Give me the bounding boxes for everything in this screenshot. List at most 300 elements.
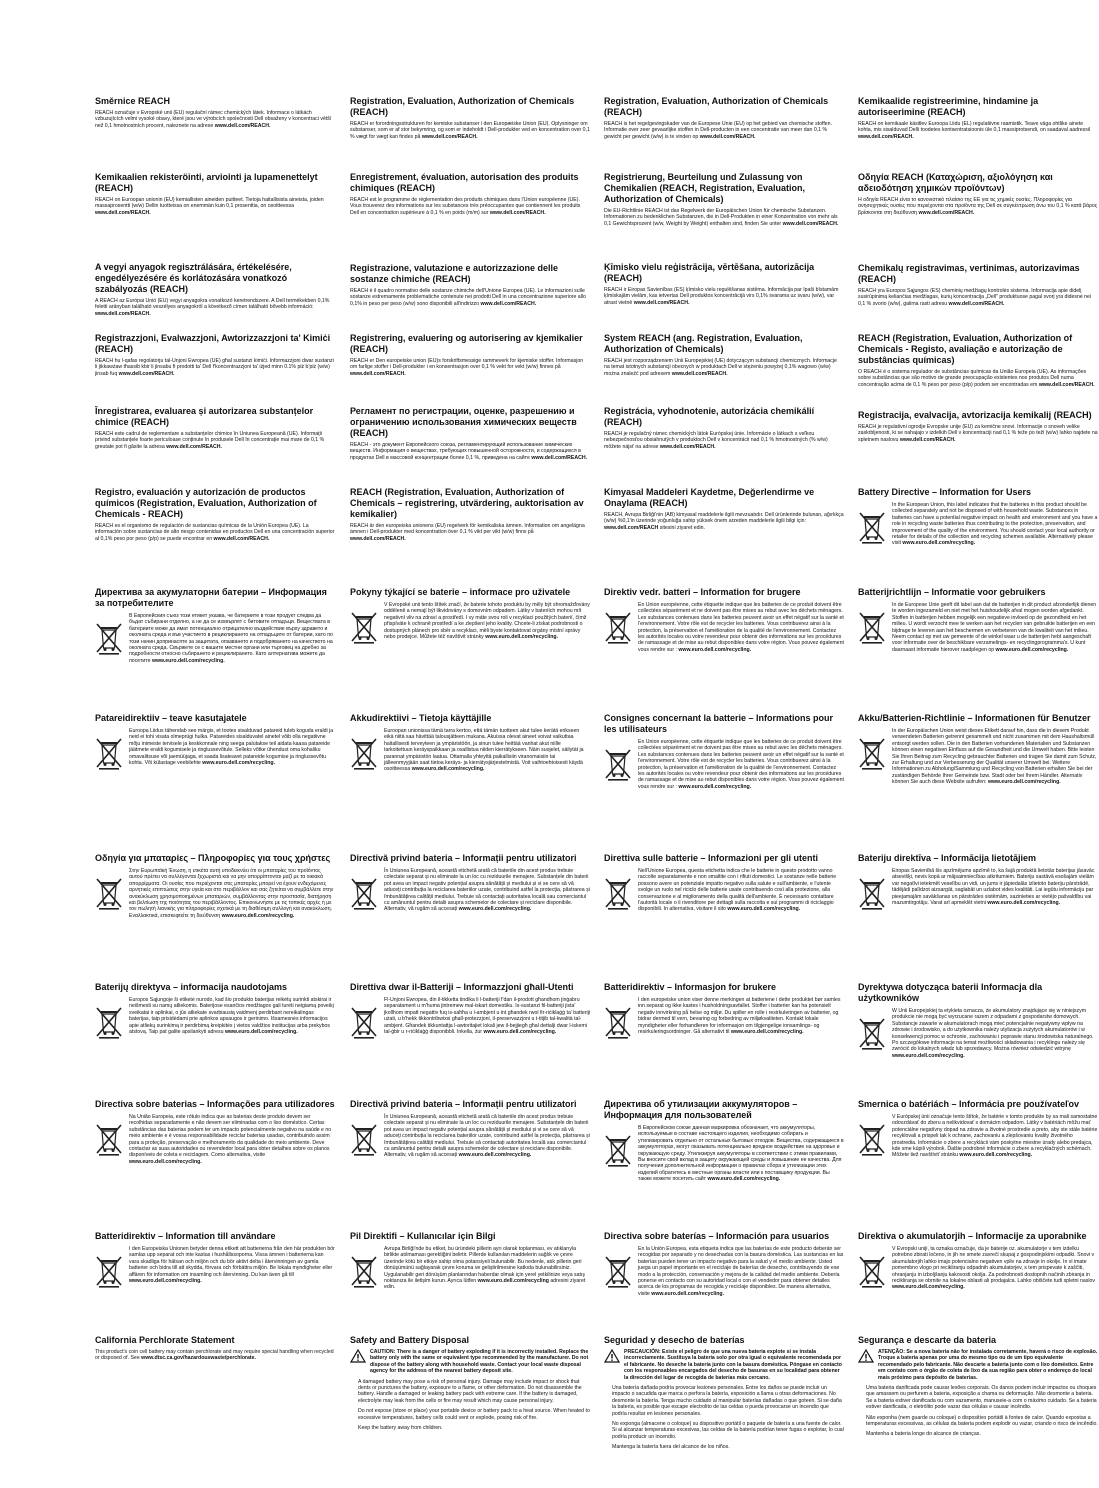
body-text: REACH är den europeiska unionens (EU) regelverk för kemikaliska ämnen. Information om angelägna ämnen i Dell-produkter med koncentration över 0,1 % vikt per vikt (w/w) finns på	[350, 523, 585, 536]
crossed-out-bin-icon	[604, 1254, 632, 1288]
website-link[interactable]: www.euro.dell.com/recycling.	[129, 1278, 202, 1285]
section-body	[892, 728, 1098, 786]
section-body	[638, 602, 844, 653]
section-body	[129, 868, 335, 919]
crossed-out-bin-icon	[604, 1133, 632, 1167]
body-text: REACH er Den europeiske union (EU)s forskriftsmessige rammeverk for kjemiske stoffer. Informasjon om farlige stoffer i Dell-produkter i en konsentrasjon over 0,1 % vekt for vekt (w/w) finnes på	[350, 358, 584, 371]
website-link[interactable]: www.dell.com/REACH.	[633, 299, 690, 306]
website-link[interactable]: www.euro.dell.com/recycling.	[987, 900, 1061, 907]
section-title: Directiva sobre baterias – Informações para utilizadores	[95, 1099, 335, 1109]
section	[858, 96, 1098, 140]
website-link[interactable]: www.dell.com/REACH.	[350, 370, 406, 377]
section-body	[95, 431, 335, 450]
website-link[interactable]: www.euro.dell.com/recycling.	[485, 634, 558, 641]
section-body	[384, 868, 590, 913]
website-link[interactable]: www.dell.com/REACH	[604, 524, 659, 531]
recycling-notice	[95, 1114, 335, 1165]
section-title: Directiva sobre baterías – Información para usuarios	[604, 1231, 830, 1241]
section	[604, 1099, 844, 1183]
column-2	[350, 0, 590, 1488]
section-title: Direttiva dwar il-Batteriji – Informazzjoni għall-Utenti	[350, 982, 574, 992]
section	[350, 713, 590, 773]
section-title: Baterijų direktyva – informacija naudotojams	[95, 982, 288, 992]
body-text: În Uniunea Europeană, această etichetă arată că bateriile din acest produs trebuie colectate separat și nu eliminate la un loc cu reziduurile menajere. Substanțele din baterii pot avea un impact negativ potențial asupra sănătății și mediului și vi se cere să vă aduceți contribuția la reciclarea bateriilor uzate, contribuind astfel la protecția, păstrarea și îmbunătățirea calității mediului. Trebuie să contactați autoritatea locală sau comerciantul cu amănuntul pentru detalii asupra schemelor de colectare și reciclare disponibile. Alternativ, vă rugăm să accesați	[384, 1114, 590, 1159]
section-body	[892, 602, 1098, 653]
section	[350, 853, 590, 913]
section-title: Consignes concernant la batterie – Informations pour les utilisateurs	[604, 713, 834, 734]
body-text: În Uniunea Europeană, această etichetă arată că bateriile din acest produs trebuie colectate separat și nu eliminate la un loc cu reziduurile menajere. Substanțele din baterii pot avea un impact negativ potențial asupra sănătății și mediului și vi se cere să vă aduceți contribuția la reciclarea bateriilor uzate, contribuind astfel la protecția, păstrarea și îmbunătățirea calității mediului. Trebuie să contactați autoritatea locală sau comerciantul cu amănuntul pentru detalii asupra schemelor de colectare și reciclare disponibile. Alternativ, vă rugăm să accesați	[384, 868, 590, 913]
section-title: REACH (Registration, Evaluation, Authorization of Chemicals – registrering, utvärdering, auktorisation av kemikalier)	[350, 487, 584, 519]
section	[95, 1231, 335, 1288]
website-link[interactable]: www.euro.dell.com/recycling.	[483, 1029, 557, 1036]
crossed-out-bin-icon	[95, 876, 123, 910]
recycling-notice	[604, 1125, 844, 1183]
recycling-notice	[350, 1114, 590, 1159]
section	[604, 96, 844, 140]
section-body	[858, 369, 1098, 388]
section	[350, 982, 590, 1039]
body-text: En Union européenne, cette étiquette indique que les batteries de ce produit doivent être collectées séparément et ne doivent pas être mises au rebut avec les déchets ménagers. Les substances contenues dans les batteries peuvent avoir un effet négatif sur la santé et l'environnement. Votre rôle est de recycler les batteries. Vous contribuerez ainsi à la protection, la préservation et l'amélioration de la qualité de l'environnement. Contactez les autorités locales ou votre revendeur pour obtenir des informations sur les procédures de ramassage et de mise au rebut disponibles dans votre région. Vous pouvez également vous rendre sur :	[638, 602, 844, 653]
section-title: Směrnice REACH	[95, 96, 171, 106]
recycling-notice	[95, 1246, 335, 1288]
body-text: Euroopa Liidus tähendab see märgis, et tootes sisalduvad patareid tuleb koguda eraldi ja neid ei tohi visata olmeprügi hulka. Patareides sisalduvatel ainetel võib olla negatiivne mõju inimeste tervisele ja keskkonnale ning seega palutakse teil aidata kaasa patareide jäätmete eraldi kogumisele ja ringlussevõtule. Selleks võtke ühendust oma kohaliku omavalitsuse või jaemüüjaga, et saada lisateavet patareide kogumise ja ringlussevõtu kohta. Või külastage veebilehte	[129, 728, 334, 767]
website-link[interactable]: www.dell.com/REACH.	[671, 370, 728, 377]
section-body	[604, 431, 844, 450]
crossed-out-bin-icon	[350, 736, 378, 770]
recycling-notice	[350, 868, 590, 913]
section-body	[604, 358, 844, 377]
body-tail: adresini ziyaret edin.	[384, 1278, 586, 1291]
section-body	[604, 287, 844, 306]
section-body	[858, 424, 1098, 443]
body-text: REACH ir Eiropas Savienības (ES) ķīmisko vielu regulēšanas sistēma. Informācija par īpaši bīstamām ķīmiskajām vielām, kas ietvertas Dell produktos koncentrācijā virs 0,1% svarama uz svaru (w/w), var atrast vietnē	[604, 287, 839, 306]
recycling-notice	[350, 602, 590, 644]
website-link[interactable]: www.dell.com/REACH.	[350, 535, 406, 542]
section-title: Директива об утилизации аккумуляторов – Информация для пользователей	[604, 1099, 798, 1120]
crossed-out-bin-icon	[350, 1005, 378, 1039]
section-title: Registrierung, Beurteilung und Zulassung von Chemikalien (REACH, Registration, Evaluation, Authorization of Chemicals)	[604, 172, 806, 204]
section	[858, 1231, 1098, 1291]
section-body	[892, 502, 1098, 547]
website-link[interactable]: www.dell.com/REACH.	[480, 300, 537, 307]
section-body	[892, 1114, 1098, 1159]
safety-list-item: • Do not expose (store or place) your portable device or battery pack to a heat source. When heated to excessive temperatures, battery cells could vent or explode, posing risk of fire.	[358, 1408, 590, 1421]
section	[604, 262, 844, 306]
safety-list	[350, 1379, 590, 1432]
section-body	[384, 602, 590, 644]
website-link[interactable]: www.euro.dell.com/recycling.	[902, 540, 976, 547]
website-link[interactable]: www.euro.dell.com/recycling.	[678, 646, 752, 653]
website-link[interactable]: www.dell.com/REACH.	[166, 443, 222, 450]
section	[95, 333, 335, 377]
section	[604, 487, 844, 531]
section-title: Enregistrement, évaluation, autorisation des produits chimiques (REACH)	[350, 172, 579, 193]
crossed-out-bin-icon	[858, 510, 886, 544]
section-body	[604, 208, 844, 227]
body-text: REACH er forordningsstrukturen for kemiske substanser i den Europæiske Union (EU). Oplysninger om substanser, som er af stor bekymring, og som er indeholdt i Dell-produkter ved en koncentration over 0,1 % vægt for vægt kan findes på	[350, 121, 590, 140]
website-link[interactable]: www.euro.dell.com/recycling.	[224, 1029, 298, 1036]
body-text: In de Europese Unie geeft dit label aan dat de batterijen in dit product afzonderlijk dienen te worden ingezameld en niet met het huishoudelijk afval mogen worden afgedankt. Stoffen in batterijen hebben mogelijk een negatieve invloed op de gezondheid en het milieu. U wordt verzocht mee te werken aan het recyclen van gebruikte batterijen en een bijdrage te leveren aan het beschermen en verbeteren van de kwaliteit van het milieu. Neem contact op met uw gemeente of de winkel waar u de batterijen hebt aangeschaft voor informatie over de beschikbare verzamelings- en recyclingprogramma's. U kunt daarnaast informatie hierover raadplegen op	[892, 602, 1097, 653]
crossed-out-bin-icon	[858, 1016, 886, 1050]
safety-list	[858, 1385, 1098, 1438]
section	[95, 587, 335, 664]
section-body	[858, 197, 1098, 216]
caution-notice	[350, 1349, 590, 1375]
website-link[interactable]: www.dell.com/REACH.	[95, 310, 151, 317]
body-text: REACH označuje v Evropské unii (EU) regulační rámec chemických látek. Informace o látkách vzbuzujících velmi vysoké obavy, které jsou ve výrobcích společnosti Dell obsaženy v koncentraci větší než 0,1 hmotnostních procent, naleznete na adrese	[95, 110, 332, 129]
body-text: REACH jest rozporządzeniem Unii Europejskiej (UE) dotyczącym substancji chemicznych. Informacje na temat istotnych substancji obecnych w produktach Dell w stężeniu powyżej 0,1% wagowo (w/w) można znaleźć pod adresem	[604, 358, 837, 377]
safety-list-item: • Mantenga la batería fuera del alcance de los niños.	[612, 1444, 844, 1450]
crossed-out-bin-icon	[350, 1122, 378, 1156]
warning-triangle-icon	[604, 1349, 620, 1363]
body-text: A REACH az Európai Unió (EU) vegyi anyagokra vonatkozó keretrendszere. A Dell termékekben 0,1% feletti arányban található veszélyes anyagokról a következő címen található bővebb információ:	[95, 298, 330, 311]
column-1	[95, 0, 335, 1488]
website-link[interactable]: www.euro.dell.com/recycling.	[892, 1284, 965, 1291]
crossed-out-bin-icon	[350, 876, 378, 910]
recycling-notice	[604, 739, 844, 790]
website-link[interactable]: www.dell.com/REACH.	[95, 209, 151, 216]
recycling-notice	[858, 602, 1098, 653]
website-link[interactable]: www.euro.dell.com/recycling.	[651, 1290, 725, 1297]
body-text: REACH, Avrupa Birliği'nin (AB) kimyasal maddelerle ilgili mevzuatıdır. Dell ürünlerinde bulunan, ağırlıkça (w/w) %0,1'in üzerinde yoğunluğa sahip yüksek önem arzeden maddelerle ilgili bilgi için:	[604, 512, 844, 525]
section	[858, 410, 1098, 443]
section-title: Batteridirektiv – Information till användare	[95, 1231, 276, 1241]
section-title: REACH (Registration, Evaluation, Authorization of Chemicals - Registo, avaliação e autorização de substâncias químicas)	[858, 333, 1073, 365]
section-title: Seguridad y desecho de baterías	[604, 1335, 745, 1345]
section-title: Akku/Batterien-Richtlinie – Informationen für Benutzer	[858, 713, 1091, 723]
website-link[interactable]: www.euro.dell.com/recycling.	[678, 783, 752, 790]
section	[858, 333, 1098, 388]
caution-text: PRECAUCIÓN: Existe el peligro de que una nueva batería explote si se instala incorrectamente. Sustituya la batería solo por otra igual o equivalente recomendada por el fabricante. No deseche la batería junto con la basura doméstica. Póngase en contacto con los responsables encargados del desecho de basuras en su localidad para obtener la dirección del lugar de recogida de baterías más cercano.	[624, 1349, 842, 1381]
body-text: REACH je regulačný rámec chemických látok Európskej únie. Informácie o látkach s veľkou nebezpečnosťou obsiahnutých v produktoch Dell v koncentrácii nad 0,1 % hmotnostných (% w/w) môžete nájsť na adrese	[604, 431, 828, 450]
recycling-notice	[858, 1008, 1098, 1059]
section	[350, 1231, 590, 1291]
section-title: Pil Direktifi – Kullanıcılar için Bilgi	[350, 1231, 496, 1241]
caution-text: CAUTION: There is a danger of battery exploding if it is incorrectly installed. Replace the battery only with the same or equivalent type recommended by the manufacturer. Do not dispose of the battery along with household waste. Contact your local waste disposal agency for the address of the nearest battery deposit site.	[370, 1349, 589, 1375]
section-title: Batteridirektiv – Informasjon for brukere	[604, 982, 777, 992]
section-body	[638, 997, 844, 1039]
section-body	[384, 997, 590, 1039]
website-link[interactable]: www.dell.com/REACH.	[489, 209, 546, 216]
recycling-notice	[858, 1246, 1098, 1291]
crossed-out-bin-icon	[858, 610, 886, 644]
website-link[interactable]: www.dtsc.ca.gov/hazardouswaste/perchlorate.	[141, 1355, 256, 1362]
section-title: Kemikaalien rekisteröinti, arviointi ja lupamenettelyt (REACH)	[95, 172, 318, 193]
crossed-out-bin-icon	[858, 1254, 886, 1288]
body-text: Η οδηγία REACH είναι το κανονιστικό πλαίσιο της ΕΕ για τις χημικές ουσίες. Πληροφορίες για ανησυχητικές ουσίες που περιέχονται στα προϊόντα της Dell σε συγκέντρωση άνω του 0,1 % κατά βάρος βρίσκονται στη διεύθυνση	[858, 197, 1098, 216]
caution-notice	[858, 1349, 1098, 1381]
section-body	[95, 197, 335, 216]
section	[604, 982, 844, 1039]
website-link[interactable]: www.dell.com/REACH.	[531, 454, 588, 461]
crossed-out-bin-icon	[604, 747, 632, 781]
section-title: Registration, Evaluation, Authorization of Chemicals (REACH)	[350, 96, 575, 117]
safety-list-item: • A damaged battery may pose a risk of personal injury. Damage may include impact or shock that dents or punctures the battery, exposure to a flame, or other deformation. Do not disassemble the battery. Handle a damaged or leaking battery pack with extreme care. If the battery is damaged, electrolyte may leak from the cells or fire may result which may cause personal injury.	[358, 1379, 590, 1405]
section-body	[350, 288, 590, 307]
body-text: I den Europeiska Unionen betyder denna etikett att batterierna från den här produkten bör samlas upp separat och inte kastas i hushållssoporna. Vissa ämnen i batterierna kan vara skadliga för hälsan och miljön och du bör aktivt delta i återvinningen av gamla batterier och bidra till att skydda, förvara och förbättra miljön. Be lokala myndigheter eller affären för information om insamling och återvinning. Du kan även gå till	[129, 1246, 335, 1278]
recycling-notice	[95, 728, 335, 770]
section	[95, 406, 335, 450]
website-link[interactable]: www.euro.dell.com/recycling.	[995, 646, 1069, 653]
column-3	[604, 0, 844, 1488]
section-body	[350, 197, 590, 216]
recycling-notice	[350, 1246, 590, 1291]
section-body	[638, 1125, 844, 1183]
website-link[interactable]: www.euro.dell.com/recycling.	[892, 1052, 965, 1059]
body-text: REACH on Euroopan unionin (EU) kemiallisten aineiden puitteet. Tietoja haitallisista aineista, joiden massaprosentti (w/w) Dellin tuotteissa on enemmän kuin 0,1 prosenttia, on osoitteessa	[95, 197, 324, 210]
website-link[interactable]: www.dell.com/REACH.	[421, 133, 478, 140]
section-body	[858, 288, 1098, 307]
body-text: This product's coin cell battery may contain perchlorate and may require special handling when recycled or disposed of. See	[95, 1349, 334, 1362]
body-text: Nell'Unione Europea, questa etichetta indica che le batterie in questo prodotto vanno raccolte separatamente e non smaltite con i rifiuti domestici. Le sostanze nelle batterie possono avere un potenziale impatto negativo sulla salute e sull'ambiente, e l'utente svolge un ruolo nel riciclo delle batterie usate contribuendo così alla protezione, alla conservazione e al miglioramento della qualità dell'ambiente. È necessario contattare l'autorità locale o il rivenditore per dettagli sulla raccolta e sui programmi di riciclaggio disponibili. In alternativa, visitare il sito	[638, 868, 837, 913]
recycling-notice	[604, 997, 844, 1039]
website-link[interactable]: www.dell.com/REACH.	[1038, 381, 1095, 388]
section-title: System REACH (ang. Registration, Evaluation, Authorization of Chemicals)	[604, 333, 803, 354]
section-title: Dyrektywa dotycząca baterii Informacja dla użytkowników	[858, 982, 1043, 1003]
body-text: В Европейском союзе данная маркировка обозначает, что аккумуляторы, используемые в составе настоящего изделия, необходимо собирать и утилизировать отдельно от остальных бытовых отходов. Вещества, содержащиеся в аккумуляторах, могут оказывать потенциально вредное воздействие на здоровье и окружающую среду. Утилизируя аккумуляторы в соответствии с этими правилами, Вы вносите свой вклад в защиту окружающей среды и повышение ее качества. Для получения дополнительной информации о правилах сбора и утилизации этих изделий обратитесь в местные органы власти или к поставщику продукции. Вы также можете посетить сайт	[638, 1125, 844, 1183]
section	[858, 982, 1098, 1059]
website-link[interactable]: www.euro.dell.com/recycling.	[221, 912, 295, 919]
website-link[interactable]: www.euro.dell.com/recycling.	[458, 906, 532, 913]
website-link[interactable]: www.dell.com/REACH.	[214, 122, 271, 129]
body-text: Die EU-Richtlinie REACH ist das Regelwerk der Europäischen Union für chemische Substanzen. Informationen zu bedenklichen Substanzen, die in Dell-Produkten in einer Konzentration von mehr als 0,1 Gewichtsprozent (w/w, Weight by Weight) enthalten sind, finden Sie unter	[604, 208, 838, 227]
section	[604, 713, 844, 790]
section	[95, 172, 335, 216]
section-body	[892, 1008, 1098, 1059]
section-title: Registrering, evaluering og autorisering av kjemikalier (REACH)	[350, 333, 583, 354]
section	[95, 262, 335, 317]
section-body	[384, 1114, 590, 1159]
crossed-out-bin-icon	[604, 876, 632, 910]
website-link[interactable]: www.euro.dell.com/recycling.	[129, 1158, 202, 1165]
body-text: W Unii Europejskiej ta etykieta oznacza, że akumulatory znajdujące się w niniejszym produkcie nie mogą być wyrzucane razem z odpadami z gospodarstw domowych. Substancje zawarte w akumulatorach mogą mieć potencjalnie negatywny wpływ na zdrowie i środowisko, a do użytkownika należy utylizacja zużytych akumulatorów i w konsekwencji pomoc w ochronie, zachowaniu i poprawie stanu środowiska naturalnego. Po szczegółowe informacje na temat możliwości składowania i recyklingu należy się zwrócić do lokalnych władz lub sprzedawcy. Można również odwiedzić witrynę	[892, 1008, 1094, 1053]
section-title: Batterijrichtlijn – Informatie voor gebruikers	[858, 587, 1046, 597]
website-link[interactable]: www.dell.com/REACH.	[213, 535, 270, 542]
section-title: Οδηγία για μπαταρίες – Πληροφορίες για τους χρήστες	[95, 853, 331, 863]
crossed-out-bin-icon	[350, 610, 378, 644]
section	[95, 1335, 335, 1362]
section	[604, 1231, 844, 1297]
recycling-notice	[858, 728, 1098, 786]
crossed-out-bin-icon	[95, 736, 123, 770]
website-link[interactable]: www.euro.dell.com/recycling.	[151, 657, 225, 664]
section	[95, 982, 335, 1039]
caution-notice	[604, 1349, 844, 1381]
body-text: Na União Europeia, este rótulo indica que as baterias deste produto devem ser recolhidas separadamente e não devem ser eliminadas com o lixo doméstico. Certas substâncias das baterias podem ter um impacto potencialmente negativo na saúde e no meio ambiente e é vossa responsabilidade reciclar baterias usadas, contribuindo assim para a proteção, preservação e melhoramento da qualidade do meio ambiente. Deve contactar as suas autoridades ou revendedor local para obter detalhes sobre os planos disponíveis de coleta e reciclagem. Como alternativa, visite	[129, 1114, 332, 1159]
body-tail: sitesini ziyaret edin.	[658, 524, 706, 531]
section-title: Battery Directive – Information for Users	[858, 487, 1032, 497]
column-4	[858, 0, 1098, 1488]
body-text: V Evropské unii tento štítek značí, že baterie tohoto produktu by měly být shromažďovány odděleně a nemají být likvidovány s domovním odpadem. Látky v bateriích mohou mít negativní vliv na zdraví a prostředí. I vy máte svou roli v recyklaci použitých baterií, čímž přispíváte k ochraně prostředí a ke zlepšení jeho kvality. Chcete-li získat podrobnosti o dostupných plánech pro sběr a recyklaci, měli byste kontaktovat orgány místní správy nebo prodejce. Můžete též navštívit stránky	[384, 602, 590, 641]
website-link[interactable]: www.dell.com/REACH.	[918, 209, 975, 216]
section-title: Kimyasal Maddeleri Kaydetme, Değerlendirme ve Onaylama (REACH)	[604, 487, 815, 508]
safety-list	[604, 1385, 844, 1451]
section-title: Οδηγία REACH (Καταχώριση, αξιολόγηση και αδειοδότηση χημικών προϊόντων)	[858, 172, 1053, 193]
body-text: Euroopan unionissa tämä tarra kertoo, että tämän tuotteen akut tulee kerätä erikseen eikä niitä saa hävittää talousjätteen mukana. Akuissa olevat aineet voivat vaikuttaa haitallisesti terveyteen ja ympäristöön, ja sinun tulee heittää vanhat akut niille tarkoitettuun keräyspaikkaan ja osallistua niiden kierrätykseen. Näin suojelet, säilytät ja parannat ympäristön laatua. Ottamalla yhteyttä paikallisiin viranomaisiin tai jälleenmyyjään saat tietoa keräys- ja kierrätysjärjestelmistä. Voit vaihtoehtoisesti käydä osoitteessa	[384, 728, 584, 773]
section-body	[604, 121, 844, 140]
crossed-out-bin-icon	[95, 1254, 123, 1288]
website-link[interactable]: www.euro.dell.com/recycling.	[458, 1152, 532, 1159]
website-link[interactable]: www.euro.dell.com/recycling.	[411, 766, 485, 773]
safety-list-item: • Keep the battery away from children.	[358, 1425, 590, 1431]
website-link[interactable]: www.dell.com/REACH.	[948, 300, 1005, 307]
safety-list-item: • No exponga (almacene o coloque) su dispositivo portátil o paquete de batería a una fuente de calor. Si al alcanzar temperaturas excesivas, las celdas de la batería podrían tener fugas o explotar, lo cual podría producir un incendio.	[612, 1421, 844, 1440]
section-body	[604, 512, 844, 531]
body-text: Europos Sąjungoje ši etiketė nurodo, kad šio produkto baterijas reikėtų surinkti atskirai ir neišmesti su namų atliekomis. Baterijose esančios medžiagos gali turėti neigiamą poveikį sveikatai ir aplinkai, o jūs atliekate svarbiausią vaidmenį perdirbant nereikalingas baterijas, taip prisidėdami prie aplinkos apsaugos ir gerinimo. Išsamesnės informacijos apie atliekų surinkimą ir perdirbimą kreipkitės į vietos valdžios institucijas arba prekybos atstovą. Taip pat galite apsilankyti adresu	[129, 997, 334, 1036]
section-title: Registration, Evaluation, Authorization of Chemicals (REACH)	[604, 96, 829, 117]
section	[604, 406, 844, 450]
section	[350, 406, 590, 461]
recycling-notice	[95, 868, 335, 919]
section-body	[384, 728, 590, 773]
body-text: Fl-Unjoni Ewropea, din il-tikketta tindika li l-batteriji f'dan il-prodott għandhom jinġabru separatament u m'huma jintremew mal-iskart domestiku. Is-sustanzi fil-batteriji jista' jkollhom impatt negattiv fuq is-saħħa u l-ambjent u int għandek rwol fir-riċiklaġġ ta' batteriji użati, u b'hekk tikkontribwixxi għall-protezzjoni, il-preservazzjoni u t-titjib tal-kwalità tal-ambjent. Għandek tikkuntattja l-awtoritajiet lokali jew il-bejjiegħ għal dettalji dwar l-iskemi tal-ġbir u r-riċiklaġġ disponibbli. Inkella, żur	[384, 997, 590, 1036]
section-body	[350, 523, 590, 542]
section-title: Директива за акумулаторни батерии – Информация за потребителите	[95, 587, 327, 608]
section	[95, 713, 335, 770]
section-title: Segurança e descarte da bateria	[858, 1335, 997, 1345]
body-text: In der Europäischen Union weist dieses Etikett darauf hin, dass die in diesem Produkt verwendeten Batterien getrennt gesammelt und nicht zusammen mit dem Haushaltsmüll entsorgt werden sollen. Die in den Batterien vorhandenen Materialien und Substanzen können einen negativen Einfluss auf die Gesundheit und die Umwelt haben. Bitte leisten Sie Ihren Beitrag zum Recycling gebrauchter Batterien und tragen Sie damit zum Schutz, zur Erhaltung und zur Verbesserung der Qualität unserer Umwelt bei. Weitere Informationen zu Abholung/Sammlung und Recycling von Batterien erhalten Sie bei der zuständigen Behörde Ihrer Gemeinde bzw. Stadt oder bei Ihrem Händler. Alternativ können Sie auch diese Website aufrufen:	[892, 728, 1097, 786]
section-title: Direktiv vedr. batteri – Information for brugere	[604, 587, 801, 597]
safety-list-item: • Não exponha (nem guarde ou coloque) o dispositivo portátil à fontes de calor. Quando expostas a temperaturas excessivas, as células da bateria podem explodir ou vazar, criando o risco de incêndio.	[866, 1415, 1098, 1428]
website-link[interactable]: www.dell.com/REACH.	[699, 133, 756, 140]
website-link[interactable]: www.dell.com/REACH.	[782, 220, 839, 227]
body-text: REACH yra Europos Sąjungos (ES) cheminių medžiagų kontrolės sistema. Informacija apie didelį susirūpinimą keliančias medžiagas, kurių koncentracija „Dell" produktuose pagal svorį yra didesnė nei 0,1 % svorio (w/w), galima rasti adresu	[858, 288, 1092, 307]
section	[604, 853, 844, 913]
section-title: Регламент по регистрации, оценке, разрешению и ограничению использования химических веществ (REACH)	[350, 406, 577, 438]
section-title: Registracija, evalvacija, avtorizacija kemikalij (REACH)	[858, 410, 1092, 420]
body-text: Στην Ευρωπαϊκή Ένωση, η ετικέτα αυτή υποδεικνύει ότι οι μπαταρίες του προϊόντος αυτού πρέπει να συλλέγονται ξεχωριστά και να μην απορρίπτονται μαζί με τα οικιακά απορρίμματα. Οι ουσίες που περιέχονται στις μπαταρίες μπορεί να έχουν ενδεχόμενες αρνητικές επιπτώσεις στην υγεία και στο περιβάλλον και σας ζητείται να συμβάλλετε στην ανακύκλωση χρησιμοποιημένων μπαταριών, συμβάλλοντας στην προστασία, διατήρηση και βελτίωση της ποιότητας του περιβάλλοντος. Επικοινωνήστε με τις τοπικές αρχές ή με τον πωλητή λιανικής για πληροφορίες σχετικά με τη διαθέσιμη συλλογή και ανακύκλωση. Εναλλακτικά, επισκεφτείτε τη διεύθυνση	[129, 868, 334, 919]
recycling-notice	[350, 997, 590, 1039]
section-title: Smernica o batériách – Informácia pre používateľov	[858, 1099, 1080, 1109]
body-text: V Európskej únii označuje tento štítok, že batérie v tomto produkte by sa mali samostatne odovzdávať do zberu a nelikvidovať s domácim odpadom. Látky v batériách môžu mať potenciálne negatívny dopad na zdravie a životné prostredie a preto, aby ste stále batérie recyklovali a prispeli tak k ochrane, zachovaniu a zlepšovaniu kvality životného prostredia. Informácie o zbere a recyklácii vám poskytne miestne úrady alebo predajca, kde sme kúpili výrobok. Ďalšie podrobné informácie o zbere a recyklačných schémach. Môžete tiež navštíviť stránku	[892, 1114, 1098, 1159]
section-body	[129, 613, 335, 664]
body-text: REACH - это документ Европейского союза, регламентирующий использование химических веществ. Информация о веществах, требующих повышенной осторожности, и содержащихся в продуктах Dell в массовой концентрации более 0,1 %, приведена на сайте	[350, 442, 581, 461]
section-title: Ķīmisko vielu reģistrācija, vērtēšana, autorizācija (REACH)	[604, 262, 815, 283]
section	[350, 487, 590, 542]
website-link[interactable]: www.euro.dell.com/recycling.	[727, 906, 801, 913]
recycling-notice	[604, 868, 844, 913]
section-body	[350, 121, 590, 140]
recycling-notice	[604, 602, 844, 653]
section	[95, 96, 335, 129]
section-title: Patareidirektiiv – teave kasutajatele	[95, 713, 247, 723]
section-title: Registro, evaluación y autorización de productos químicos (Registration, Evaluation, Authorization of Chemicals - REACH)	[95, 487, 317, 519]
section-body	[95, 358, 335, 377]
body-text: REACH hu l-qafas regolatorju tal-Unjoni Ewropea (UE) għal sustanzi kimiċi. Informazzjoni dwar sustanzi li jikkawżaw tħassib kbir li jinsabu fi prodotti ta' Dell f'konċentrazzjoni ta' iżjed minn 0.1% piż b'piż (w/w) jinsab fuq	[95, 358, 334, 377]
section-title: Pokyny týkající se baterie – informace pro uživatele	[350, 587, 571, 597]
section-title: California Perchlorate Statement	[95, 1335, 235, 1345]
body-text: В Европейския съюз този етикет указва, че батериите в този продукт следва да бъдат събирани отделно, а не да се изхвърлят с битовите отпадъци. Веществата в батериите може да имат потенциално отрицателно въздействие върху здравето и околната среда и във участието в рециклирането на отпадъците от батерии, като по този начин допринасяте за защитата, опазването и подобряването на качеството на околната среда. Свържете се с вашите местни органи или търговец на дребно за подробности относно събирането и рециклирането. Като алтернатива можете да посетите	[129, 613, 333, 664]
section-body	[95, 1349, 335, 1362]
body-text: REACH je regulativni ogrodje Evropske unije (EU) za kemične snovi. Informacije o snoveh velike zaskrbljenosti, ki se nahajajo v izdelkih Dell v koncentraciji nad 0,1 % teže po teži (w/w) lahko najdete na spletnem naslovu	[858, 424, 1098, 443]
section	[350, 263, 590, 307]
crossed-out-bin-icon	[350, 1254, 378, 1288]
website-link[interactable]: www.euro.dell.com/recycling.	[987, 779, 1061, 786]
section	[604, 1335, 844, 1455]
body-text: REACH es el organismo de regulación de sustancias químicas de la Unión Europea (UE). La información sobre sustancias de alto riesgo contenidas en productos Dell en una concentración superior al 0,1% peso por peso (p/p) se puede encontrar en	[95, 523, 335, 542]
section	[858, 263, 1098, 307]
section	[350, 1099, 590, 1159]
section-body	[95, 523, 335, 542]
section-title: A vegyi anyagok regisztrálására, értékelésére, engedélyezésére és korlátozására vonatkozó szabályozás (REACH)	[95, 262, 292, 294]
section	[858, 1335, 1098, 1442]
section	[604, 587, 844, 653]
crossed-out-bin-icon	[95, 1122, 123, 1156]
section-body	[129, 1246, 335, 1288]
recycling-notice	[95, 613, 335, 664]
body-text: REACH is het regelgevingskader van de Europese Unie (EU) op het gebied van chemische stoffen. Informatie over zeer gevaarlijke stoffen in Dell-producten in een concentratie van meer dan 0,1 % gewicht per gewicht (w/w) is te vinden op	[604, 121, 832, 140]
body-text: En la Unión Europea, esta etiqueta indica que las baterías de este producto deberán ser recogidas por separado y no desechadas con la basura doméstica. Las sustancias en las baterías pueden tener un impacto negativo para la salud y el medio ambiente. Usted juega un papel importante en el reciclaje de baterías de desecho, contribuyendo de ese modo a la protección, conservación y mejora de la calidad del medio ambiente. Debería ponerse en contacto con su autoridad local o con el vendedor para obtener detalles acerca de los programas de recogida y reciclaje disponibles. De manera alternativa, visite	[638, 1246, 844, 1297]
website-link[interactable]: www.euro.dell.com/recycling.	[730, 1029, 804, 1036]
body-text: REACH este cadrul de reglementare a substanțelor chimice în Uniunea Europeană (UE). Informații privind substanțele foarte periculoase conținute în produsele Dell în concentrație mai mare de 0,1 % greutate pot fi găsite la adresa	[95, 431, 325, 450]
section-title: Directivă privind bateria – Informații pentru utilizatori	[350, 1099, 577, 1109]
website-link[interactable]: www.euro.dell.com/recycling.	[707, 1176, 781, 1183]
section-title: Bateriju direktīva – Informācija lietotājiem	[858, 853, 1037, 863]
section	[350, 172, 590, 216]
body-text: REACH est le programme de réglementation des produits chimiques dans l'Union européenne (UE). Vous trouverez des informations sur les substances très préoccupantes que contiennent les produits Dell en concentration supérieure à 0,1 % en poids (m/m) sur	[350, 197, 581, 216]
section	[95, 1099, 335, 1165]
section-body	[129, 728, 335, 770]
recycling-notice	[858, 1114, 1098, 1159]
section	[858, 1099, 1098, 1159]
section-title: Registrazione, valutazione e autorizzazione delle sostanze chimiche (REACH)	[350, 263, 559, 284]
section-body	[858, 121, 1098, 140]
warning-triangle-icon	[350, 1349, 366, 1363]
crossed-out-bin-icon	[95, 621, 123, 655]
crossed-out-bin-icon	[858, 1122, 886, 1156]
website-link[interactable]: www.euro.dell.com/recycling	[477, 1278, 549, 1285]
section-body	[638, 868, 844, 913]
section	[858, 587, 1098, 653]
section-title: Registrazzjoni, Evalwazzjoni, Awtorizzazzjoni ta' Kimiċi (REACH)	[95, 333, 331, 354]
section-body	[638, 739, 844, 790]
website-link[interactable]: www.dell.com/REACH.	[659, 443, 716, 450]
body-text: V Evropski uniji, ta oznaka označuje, da je baterije oz. akumulatorje v tem izdelku potrebno zbirati ločeno, in jih ne smete zavreči skupaj z gospodinjskimi odpadki. Snovi v akumulatorjih lahko imajo potencialno negativen vpliv na zdravje in okolje. In vi imate pomembno vlogo pri recikliranju odpadnih akumulatorjev, s tem prispevate k zaščiti, ohranjanju in izboljšanju kakovosti okolja. Za podrobnosti dostopnih načinih zbiranja in recikliranja se obrnite na lokalne oblasti ali prodajalca. Lahko obiščete tudi spletni naslov	[892, 1246, 1096, 1285]
recycling-notice	[858, 502, 1098, 547]
safety-list-item: • Mantenha a bateria longe do alcance de crianças.	[866, 1431, 1098, 1437]
section	[95, 487, 335, 542]
section-title: Registrácia, vyhodnotenie, autorizácia chemikálií (REACH)	[604, 406, 815, 427]
body-text: Avrupa Birliği'nde bu etiket, bu üründeki pillerin ayrı olarak toplanması, ev atıklarıyla birlikte atılmaması gerektiğini belirtir. Pillerde kullanılan maddelerin sağlık ve çevre üzerinde kötü bir etkiye sahip olma potansiyeli bulunabilir. Bu nedenle, atık pillerin geri dönüşümünü sağlayarak çevre koruma ve geliştirilmesine katkıda bulunabilirsiniz. Uygulanabilir geri dönüşüm planlarından haberdar olmak için yerel yetkilinize veya satış noktanıza ile iletişim kurun. Ayrıca lütfen	[384, 1246, 585, 1285]
recycling-notice	[95, 997, 335, 1039]
section	[858, 487, 1098, 547]
website-link[interactable]: www.euro.dell.com/recycling.	[959, 1152, 1033, 1159]
section	[858, 713, 1098, 786]
section-body	[892, 1246, 1098, 1291]
section-title: Safety and Battery Disposal	[350, 1335, 470, 1345]
safety-list-item: • Una batería dañada podría provocar lesiones personales. Entre los daños se puede incluir un impacto o sacudida que marca o perfora la batería, exposición a llama u otras deformaciones. No desmonte la batería. Tenga mucho cuidado al manipular baterías dañadas o que goteen. Si se daña la batería, es posible que escape electrolito de las celdas o pueda provocarse un incendio que podría resultar en lesiones personales.	[612, 1385, 844, 1417]
website-link[interactable]: www.dell.com/REACH.	[118, 370, 175, 377]
section	[350, 587, 590, 644]
recycling-notice	[350, 728, 590, 773]
section-title: Directivă privind bateria – Informații pentru utilizatori	[350, 853, 577, 863]
website-link[interactable]: www.euro.dell.com/recycling.	[202, 760, 276, 767]
section-title: Kemikaalide registreerimine, hindamine ja autoriseerimine (REACH)	[858, 96, 1039, 117]
section	[604, 333, 844, 377]
website-link[interactable]: www.dell.com/REACH.	[858, 133, 914, 140]
section-title: Chemikalų registravimas, vertinimas, autorizavimas (REACH)	[858, 263, 1080, 284]
website-link[interactable]: www.dell.com/REACH.	[899, 436, 956, 443]
crossed-out-bin-icon	[95, 1005, 123, 1039]
section-body	[95, 110, 335, 129]
section-title: Akkudirektiivi – Tietoja käyttäjille	[350, 713, 492, 723]
warning-triangle-icon	[858, 1349, 874, 1363]
body-text: En Union européenne, cette étiquette indique que les batteries de ce produit doivent être collectées séparément et ne doivent pas être mises au rebut avec les déchets ménagers. Les substances contenues dans les batteries peuvent avoir un effet négatif sur la santé et l'environnement. Votre rôle est de recycler les batteries. Vous contribuerez ainsi à la protection, la préservation et l'amélioration de la qualité de l'environnement. Contactez les autorités locales ou votre revendeur pour obtenir des informations sur les procédures de ramassage et de mise au rebut disponibles dans votre région. Vous pouvez également vous rendre sur :	[638, 739, 844, 790]
section-body	[95, 298, 335, 317]
section-body	[350, 358, 590, 377]
safety-list-item: • Uma bateria danificada pode causar lesões corporais. Os danos podem incluir impactos ou choques que amassem ou perfurem a bateria, exposição a chama ou deformação. Não desmonte a bateria. Se a bateria estiver danificada ou com vazamento, manuseie-a com o máximo cuidado. Se a bateria estiver danificada, o eletrólito pode vazar das células e causar incêndio.	[866, 1385, 1098, 1411]
body-text: I den europeiske union viser denne merkingen at batteriene i dette produktet bør samles inn separat og ikke kastes i husholdningsavfallet. Stoffer i batterier kan ha potensielt negativ innvirkning på helse og miljø. Du spiller en rolle i resirkuleringen av batterier, og bidrar dermed til vern, bevaring og forbedring av miljøkvaliteten. Kontakt lokale myndigheter eller forhandleren for informasjon om tilgjengelige innsamlings- og resirkuleringsordninger. Gå alternativt til	[638, 997, 841, 1036]
